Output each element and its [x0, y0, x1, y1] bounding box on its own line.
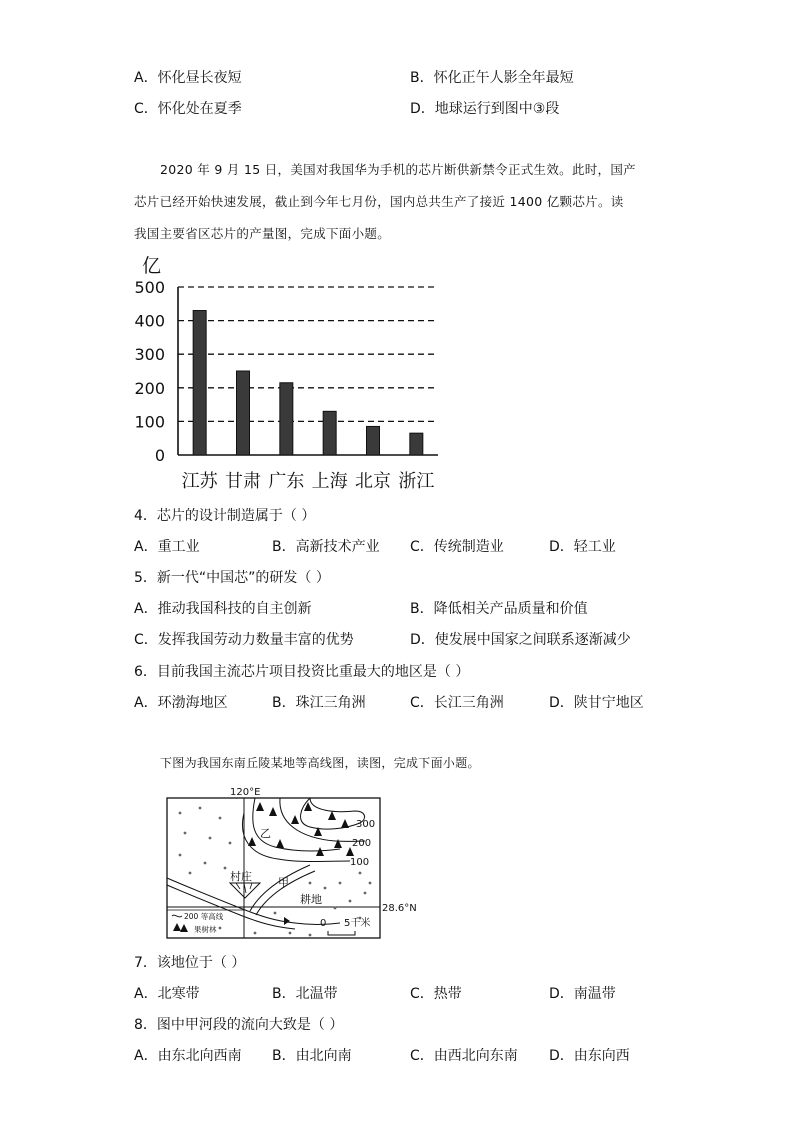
- y-tick-label: 200: [134, 378, 165, 398]
- map-dot: [349, 900, 352, 903]
- q4-option-b: B．高新技术产业: [272, 539, 380, 555]
- map-dot: [224, 867, 227, 870]
- q7-option-a: A．北寒带: [134, 986, 200, 1002]
- map-dot: [359, 872, 362, 875]
- contour-200: [280, 798, 365, 841]
- tree-icon: [334, 839, 342, 848]
- contour-map: [160, 783, 420, 943]
- q6-stem: 6．目前我国主流芯片项目投资比重最大的地区是（ ）: [134, 664, 470, 680]
- tree-icon: [341, 819, 349, 828]
- latitude-label: 28.6°N: [382, 903, 417, 914]
- longitude-label: 120°E: [230, 787, 261, 798]
- map-dot: [254, 932, 257, 935]
- option-c: C．怀化处在夏季: [134, 101, 242, 117]
- tree-icon: [256, 802, 264, 811]
- scale-bar: [328, 931, 355, 935]
- legend-orchard-label: 果树林: [194, 925, 217, 934]
- y-tick-label: 100: [134, 412, 165, 432]
- q5-option-d: D．使发展中国家之间联系逐渐减少: [410, 632, 631, 648]
- map-dot: [189, 872, 192, 875]
- label-jia: 甲: [278, 876, 289, 889]
- map-dot: [184, 832, 187, 835]
- river-flow-arrow: [284, 917, 290, 925]
- q8-option-b: B．由北向南: [272, 1048, 352, 1064]
- map-dot: [309, 934, 312, 937]
- tree-icon: [328, 811, 336, 820]
- tree-icon: [276, 839, 284, 848]
- map-dot: [364, 892, 367, 895]
- y-tick-label: 300: [134, 345, 165, 365]
- scale-label: 5千米: [344, 918, 371, 929]
- q8-stem: 8．图中甲河段的流向大致是（ ）: [134, 1017, 344, 1033]
- legend-contour-symbol: [172, 915, 182, 917]
- legend-tree-icon: [173, 923, 188, 932]
- scale-zero: 0: [320, 918, 327, 929]
- contour-300-label: 300: [356, 819, 376, 830]
- q7-option-c: C．热带: [410, 986, 462, 1002]
- y-tick-label: 400: [134, 311, 165, 331]
- x-category-label: 浙江: [398, 471, 435, 492]
- x-category-label: 上海: [311, 471, 348, 492]
- q6-option-d: D．陕甘宁地区: [549, 695, 644, 711]
- q4-option-c: C．传统制造业: [410, 539, 504, 555]
- q7-option-d: D．南温带: [549, 986, 616, 1002]
- contour-200-label: 200: [352, 838, 372, 849]
- label-yi: 乙: [260, 827, 271, 840]
- map-dot: [179, 812, 182, 815]
- map-dot: [204, 862, 207, 865]
- y-tick-label: 500: [134, 278, 165, 297]
- q6-option-c: C．长江三角洲: [410, 695, 504, 711]
- tree-icon: [248, 837, 256, 846]
- map-dot: [334, 907, 337, 910]
- map-dot: [309, 882, 312, 885]
- map-dot: [229, 842, 232, 845]
- bar-5: [367, 426, 380, 455]
- village-hatch-3: [250, 883, 252, 889]
- tree-icon: [291, 815, 299, 824]
- intro-line-2: 芯片已经开始快速发展，截止到今年七月份，国内总共生产了接近 1400 亿颗芯片。读: [134, 194, 624, 209]
- contour-100-label: 100: [350, 857, 370, 868]
- q7-stem: 7．该地位于（ ）: [134, 955, 246, 971]
- map-dot: [219, 817, 222, 820]
- bar-2: [237, 371, 250, 455]
- village-area: [230, 883, 260, 898]
- q8-option-c: C．由西北向东南: [410, 1048, 518, 1064]
- q6-option-b: B．珠江三角洲: [272, 695, 366, 711]
- map-dot: [289, 932, 292, 935]
- x-category-label: 广东: [268, 471, 305, 492]
- q4-option-a: A．重工业: [134, 539, 200, 555]
- legend-contour-label: 200 等高线: [184, 912, 224, 921]
- option-a: A．怀化昼长夜短: [134, 70, 242, 86]
- q5-option-a: A．推动我国科技的自主创新: [134, 601, 312, 617]
- chip-output-chart: [125, 250, 455, 495]
- bar-6: [410, 433, 423, 455]
- village-label: 村庄: [230, 870, 252, 883]
- q4-stem: 4．芯片的设计制造属于（ ）: [134, 508, 316, 524]
- map-dot: [324, 887, 327, 890]
- map-dot: [209, 837, 212, 840]
- y-tick-label: 0: [154, 446, 165, 465]
- tree-icon: [269, 807, 277, 816]
- option-b: B．怀化正午人影全年最短: [410, 70, 574, 86]
- option-d: D．地球运行到图中③段: [410, 101, 560, 117]
- map-dot: [339, 882, 342, 885]
- q4-option-d: D．轻工业: [549, 539, 616, 555]
- intro-line-3: 我国主要省区芯片的产量图，完成下面小题。: [134, 226, 391, 241]
- q7-option-b: B．北温带: [272, 986, 338, 1002]
- q5-option-c: C．发挥我国劳动力数量丰富的优势: [134, 632, 354, 648]
- q8-option-a: A．由东北向西南: [134, 1048, 242, 1064]
- map-dot: [199, 807, 202, 810]
- q8-option-d: D．由东向西: [549, 1048, 630, 1064]
- x-category-label: 北京: [355, 471, 391, 492]
- map-dot: [179, 854, 182, 857]
- q5-stem: 5．新一代“中国芯”的研发（ ）: [134, 570, 330, 586]
- map-intro: 下图为我国东南丘陵某地等高线图，读图，完成下面小题。: [160, 756, 480, 770]
- intro-line-1: 2020 年 9 月 15 日，美国对我国华为手机的芯片断供新禁令正式生效。此时，国产: [160, 162, 636, 177]
- bar-3: [280, 383, 293, 455]
- x-category-label: 甘肃: [225, 471, 261, 492]
- village-hatch-1: [236, 883, 240, 889]
- map-dot: [274, 912, 277, 915]
- bar-1: [193, 311, 206, 455]
- map-dot: [219, 927, 222, 930]
- map-dot: [369, 882, 372, 885]
- contour-mid: [253, 798, 340, 851]
- x-category-label: 江苏: [181, 471, 218, 492]
- tree-icon: [316, 847, 324, 856]
- label-farmland: 耕地: [300, 893, 322, 906]
- q6-option-a: A．环渤海地区: [134, 695, 228, 711]
- y-axis-unit: 亿: [142, 255, 162, 277]
- q5-option-b: B．降低相关产品质量和价值: [410, 601, 588, 617]
- bar-4: [323, 411, 336, 455]
